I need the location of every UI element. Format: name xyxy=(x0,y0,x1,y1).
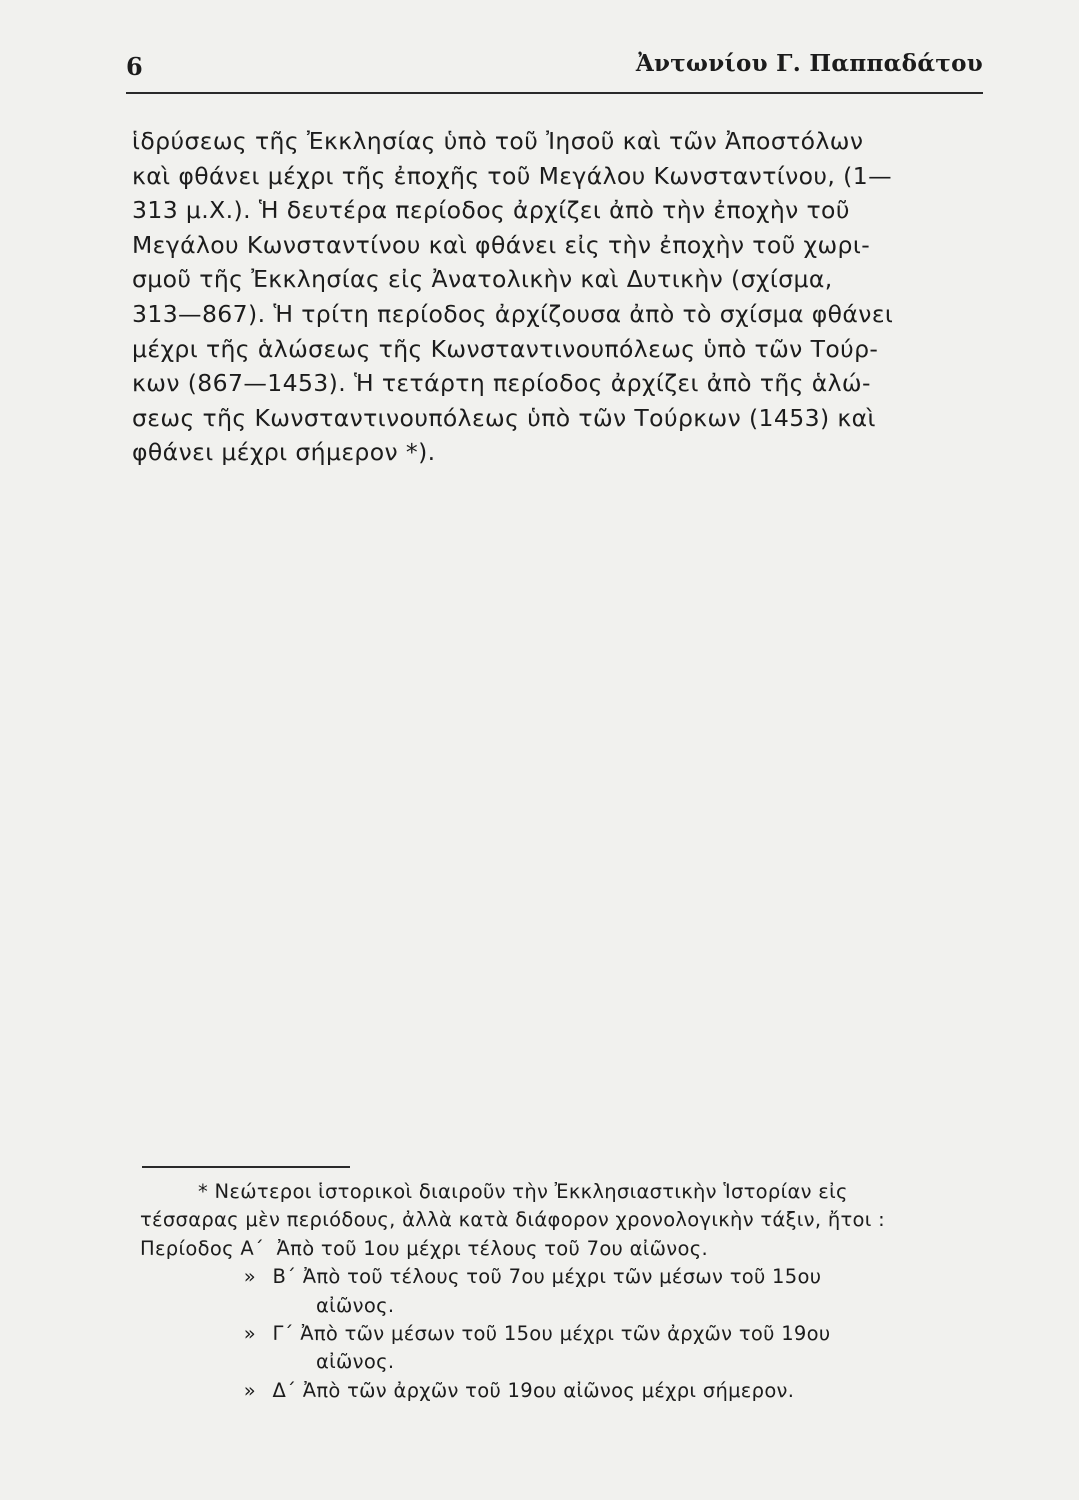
header-rule xyxy=(126,92,983,94)
footnote-period-a xyxy=(140,1235,990,1263)
footnote-period-b xyxy=(140,1263,990,1291)
body-line: 313—867). Ἡ τρίτη περίοδος ἀρχίζουσα ἀπὸ τὸ σχίσμα φθάνει xyxy=(132,299,894,328)
ditto-mark: » xyxy=(243,1265,256,1289)
body-line: σμοῦ τῆς Ἐκκλησίας εἰς Ἀνατολικὴν καὶ Δυτικὴν (σχίσμα, xyxy=(132,265,833,294)
body-line: σεως τῆς Κωνσταντινουπόλεως ὑπὸ τῶν Τούρκων (1453) καὶ xyxy=(132,403,876,432)
ditto-mark: » xyxy=(243,1321,256,1345)
footnote-period-c xyxy=(140,1320,990,1348)
period-label: Περίοδος Α΄ xyxy=(140,1236,265,1260)
body-line: φθάνει μέχρι σήμερον *). xyxy=(132,438,436,467)
running-head: Ἀντωνίου Γ. Παππαδάτου xyxy=(635,50,983,77)
period-text: Γ΄ Ἀπὸ τῶν μέσων τοῦ 15ου μέχρι τῶν ἀρχῶν τοῦ 19ου xyxy=(272,1321,831,1345)
body-line: 313 μ.Χ.). Ἡ δευτέρα περίοδος ἀρχίζει ἀπὸ τὴν ἐποχὴν τοῦ xyxy=(132,196,850,225)
period-text: Ἀπὸ τοῦ 1ου μέχρι τέλους τοῦ 7ου αἰῶνος. xyxy=(276,1236,708,1260)
footnote-period-d xyxy=(140,1377,990,1405)
footnote-line: τέσσαρας μὲν περιόδους, ἀλλὰ κατὰ διάφορον χρονολογικὴν τάξιν, ἤτοι : xyxy=(140,1208,886,1232)
period-text: Β΄ Ἀπὸ τοῦ τέλους τοῦ 7ου μέχρι τῶν μέσων τοῦ 15ου xyxy=(272,1265,822,1289)
ditto-mark: » xyxy=(243,1378,256,1402)
body-line: μέχρι τῆς ἁλώσεως τῆς Κωνσταντινουπόλεως ὑπὸ τῶν Τούρ- xyxy=(132,334,879,363)
footnote-period-c-cont: αἰῶνος. xyxy=(316,1350,395,1374)
body-line: καὶ φθάνει μέχρι τῆς ἐποχῆς τοῦ Μεγάλου Κωνσταντίνου, (1— xyxy=(132,161,892,190)
page-number: 6 xyxy=(126,52,143,81)
body-text xyxy=(132,124,980,470)
period-text: Δ΄ Ἀπὸ τῶν ἀρχῶν τοῦ 19ου αἰῶνος μέχρι σήμερον. xyxy=(272,1378,795,1402)
footnotes xyxy=(140,1178,990,1405)
body-line: Μεγάλου Κωνσταντίνου καὶ φθάνει εἰς τὴν ἐποχὴν τοῦ χωρι- xyxy=(132,230,871,259)
body-line: ἱδρύσεως τῆς Ἐκκλησίας ὑπὸ τοῦ Ἰησοῦ καὶ τῶν Ἀποστόλων xyxy=(132,127,864,155)
footnote-rule xyxy=(142,1166,350,1168)
footnote-line: * Νεώτεροι ἱστορικοὶ διαιροῦν τὴν Ἐκκλησιαστικὴν Ἱστορίαν εἰς xyxy=(198,1180,848,1203)
body-line: κων (867—1453). Ἡ τετάρτη περίοδος ἀρχίζει ἀπὸ τῆς ἁλώ- xyxy=(132,369,871,398)
footnote-period-b-cont: αἰῶνος. xyxy=(316,1293,395,1317)
